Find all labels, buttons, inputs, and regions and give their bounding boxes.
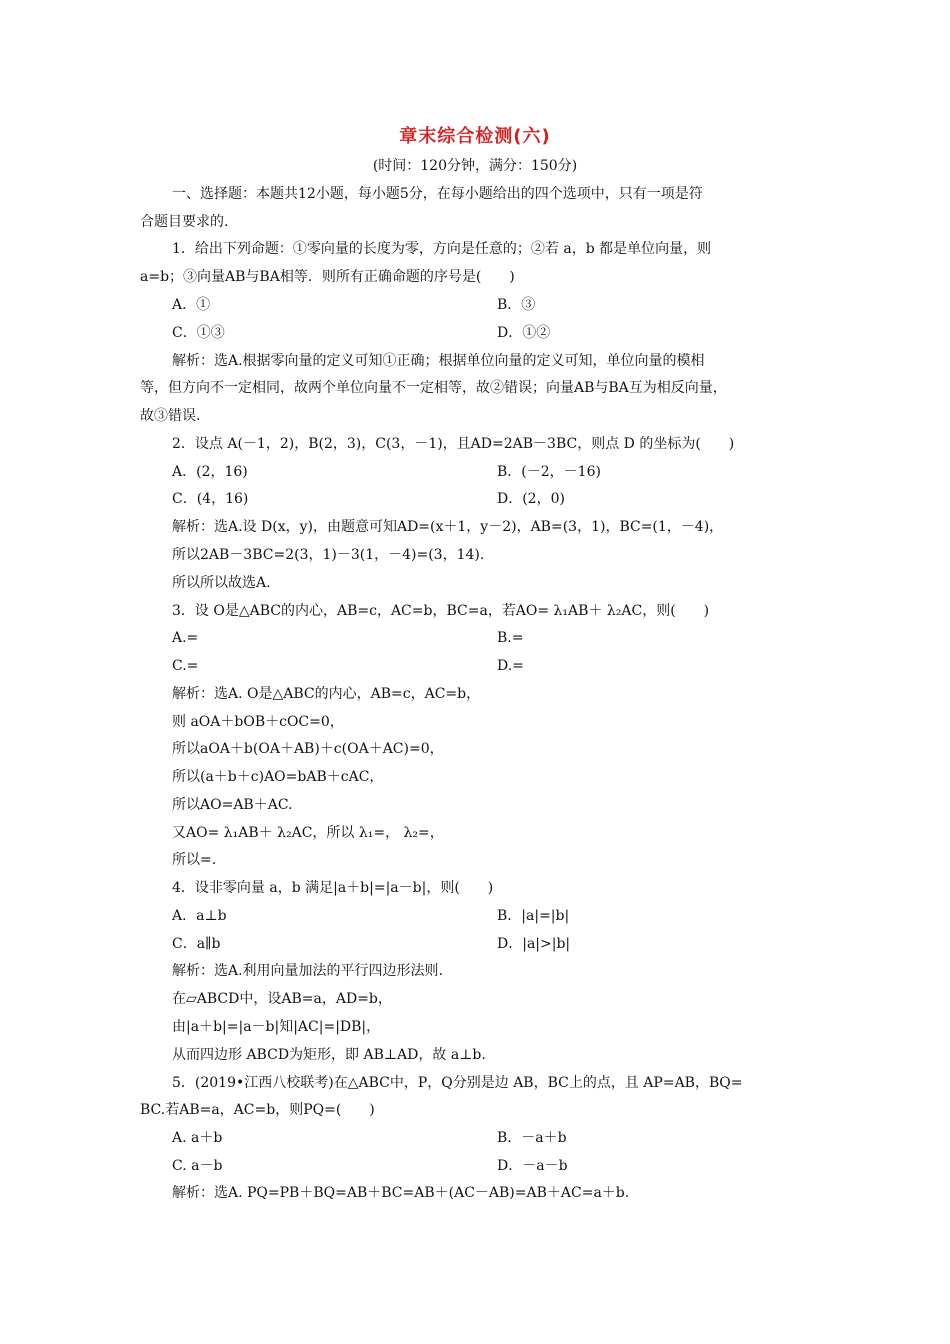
solution-4: 解析：选A.利用向量加法的平行四边形法则.	[172, 963, 444, 979]
section-instructions-cont: 合题目要求的.	[140, 214, 229, 230]
solution-3: 解析：选A. O是△ABC的内心，AB=c，AC=b，	[172, 686, 481, 702]
page-title: 章末综合检测(六)	[399, 126, 551, 147]
question-2: 2．设点 A(－1，2)，B(2，3)，C(3，－1)，且AD=2AB－3BC，则点 D 的坐标为( )	[172, 436, 735, 452]
option-4a: A．a⊥b	[172, 908, 227, 924]
option-1b: B．③	[497, 297, 536, 313]
solution-3-cont: 所以aOA＋b(OA＋AB)＋c(OA＋AC)=0，	[172, 741, 444, 757]
question-5-cont: BC.若AB=a，AC=b，则PQ=( )	[140, 1102, 375, 1118]
option-4c: C．a∥b	[172, 936, 221, 952]
question-5: 5．(2019•江西八校联考)在△ABC中，P，Q分别是边 AB，BC上的点，且 AP=AB，BQ=	[172, 1075, 743, 1091]
solution-1: 解析：选A.根据零向量的定义可知①正确；根据单位向量的定义可知，单位向量的模相	[172, 353, 705, 369]
option-2c: C．(4，16)	[172, 491, 249, 507]
option-3a: A.=	[172, 630, 199, 646]
option-2b: B．(－2，－16)	[497, 464, 601, 480]
solution-2-cont: 所以2AB－3BC=2(3，1)－3(1，－4)=(3，14).	[172, 547, 485, 563]
question-4: 4．设非零向量 a，b 满足|a＋b|=|a－b|，则( )	[172, 880, 494, 896]
option-5b: B．－a＋b	[497, 1130, 567, 1146]
section-instructions: 一、选择题：本题共12小题，每小题5分，在每小题给出的四个选项中，只有一项是符	[172, 186, 703, 202]
question-1: 1．给出下列命题：①零向量的长度为零，方向是任意的；②若 a，b 都是单位向量，则	[172, 241, 712, 257]
option-2a: A．(2，16)	[172, 464, 248, 480]
option-3b: B.=	[497, 630, 524, 646]
solution-4-cont: 从而四边形 ABCD为矩形，即 AB⊥AD，故 a⊥b.	[172, 1047, 486, 1063]
solution-2: 解析：选A.设 D(x，y)，由题意可知AD=(x＋1，y－2)，AB=(3，1)，BC=(1，－4)，	[172, 519, 724, 535]
solution-3-cont: 所以AO=AB＋AC.	[172, 797, 293, 813]
option-1d: D．①②	[497, 325, 551, 341]
option-5a: A. a＋b	[172, 1130, 223, 1146]
question-3: 3．设 O是△ABC的内心，AB=c，AC=b，BC=a，若AO= λ₁AB＋ λ₂AC，则( )	[172, 603, 710, 619]
option-4d: D．|a|>|b|	[497, 936, 571, 952]
solution-3-cont: 又AO= λ₁AB＋ λ₂AC，所以 λ₁=， λ₂=，	[172, 825, 444, 841]
option-5d: D．－a－b	[497, 1158, 568, 1174]
solution-3-cont: 所以=.	[172, 852, 217, 868]
solution-2-cont: 所以所以故选A.	[172, 575, 271, 591]
option-1a: A．①	[172, 297, 211, 313]
time-score-note: (时间：120分钟，满分：150分)	[372, 158, 578, 174]
solution-3-cont: 所以(a＋b＋c)AO=bAB＋cAC，	[172, 769, 384, 785]
solution-1-cont: 等，但方向不一定相同，故两个单位向量不一定相等，故②错误；向量AB与BA互为相反向量，	[140, 380, 727, 396]
option-2d: D．(2，0)	[497, 491, 565, 507]
option-5c: C. a－b	[172, 1158, 223, 1174]
option-4b: B．|a|=|b|	[497, 908, 570, 924]
solution-5: 解析：选A. PQ=PB＋BQ=AB＋BC=AB＋(AC－AB)=AB＋AC=a＋b.	[172, 1185, 630, 1201]
solution-4-cont: 在▱ABCD中，设AB=a，AD=b，	[172, 991, 392, 1007]
solution-3-cont: 则 aOA＋bOB＋cOC=0，	[172, 714, 344, 730]
question-1-cont: a=b；③向量AB与BA相等．则所有正确命题的序号是( )	[140, 269, 515, 285]
option-3d: D.=	[497, 658, 524, 674]
solution-1-cont: 故③错误.	[140, 408, 201, 424]
option-3c: C.=	[172, 658, 199, 674]
option-1c: C．①③	[172, 325, 225, 341]
solution-4-cont: 由|a＋b|=|a－b|知|AC|=|DB|，	[172, 1019, 381, 1035]
